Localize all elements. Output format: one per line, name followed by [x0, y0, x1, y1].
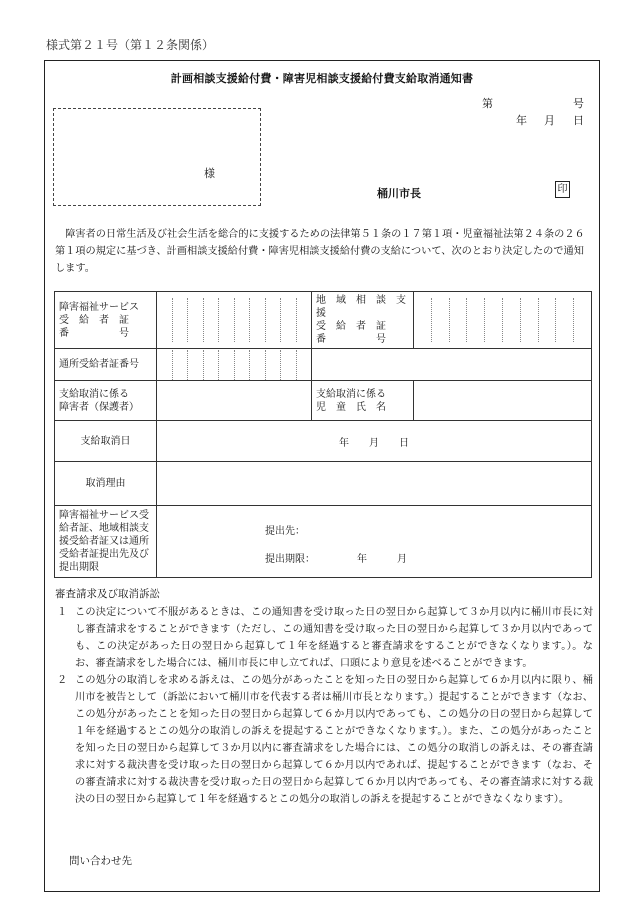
label-line: 受 給 者 証	[316, 321, 386, 332]
appeal-item-number: ２	[57, 675, 68, 686]
label-line: 障害福祉サービス	[59, 301, 139, 313]
label-line: 障害者（保護者）	[59, 401, 139, 413]
appeal-heading: 審査請求及び取消訴訟	[55, 588, 160, 600]
submission-deadline-value: 年 月	[357, 554, 407, 565]
day-service-cert-input[interactable]	[157, 349, 312, 381]
seal-mark: 印	[555, 181, 570, 198]
issuer-mayor: 桶川市長	[377, 187, 421, 200]
cancel-child-name-input[interactable]	[414, 381, 592, 421]
welfare-cert-number-input[interactable]	[157, 292, 312, 349]
appeal-item	[55, 604, 593, 672]
label-line: 番 号	[59, 327, 129, 339]
label-welfare-cert-number	[55, 292, 157, 349]
row-certificate-number	[55, 292, 592, 349]
label-line: 番 号	[316, 334, 386, 345]
label-cancel-disabled-person	[55, 381, 157, 421]
row-cancel-date	[55, 421, 592, 462]
submission-deadline-label: 提出期限：	[265, 554, 315, 565]
community-cert-number-input[interactable]	[414, 292, 592, 349]
appeal-item-text: この処分の取消しを求める訴えは、この処分があったことを知った日の翌日から起算して６か月以内に限り、桶川市を被告として（訴訟において桶川市を代表する者は桶川市長となります。）提起することができます（なお、この処分があったことを知った日の翌日から起算して６か月以内であっても、この処分の日の翌日から起算して１年を経過するとこの処分の取消しの訴えを提起することができなくなります。）。また、この処分があったことを知った日の翌日から起算して３か月以内に審査請求をした場合には、この処分の取消しの訴えは、その審査請求に対する裁決書を受け取った日の翌日から起算して６か月以内であれば、提起することができます（なお、その審査請求に対する裁決書を受け取った日の翌日から起算して６か月以内であっても、その審査請求に対する裁決の日の翌日から起算して１年を経過するとこの処分の取消しの訴えを提起することができなくなります）。	[75, 675, 593, 805]
blank-cell	[312, 349, 592, 381]
form-number-label: 様式第２１号（第１２条関係）	[46, 38, 215, 52]
notice-frame	[44, 60, 600, 892]
date-month: 月	[544, 114, 555, 127]
appeal-item-text: この決定について不服があるときは、この通知書を受け取った日の翌日から起算して３か月以内に桶川市長に対し審査請求をすることができます（ただし、この通知書を受け取った日の翌日から起算して３か月以内であっても、この決定があった日の翌日から起算して１年を経過すると審査請求をすることができなくなります。）。なお、審査請求をした場合には、桶川市長に申し立てれば、口頭により意見を述べることができます。	[75, 607, 593, 669]
date-day: 日	[573, 114, 584, 127]
number-dai: 第	[482, 97, 493, 110]
notice-table	[54, 291, 592, 578]
label-day-service-cert: 通所受給者証番号	[55, 349, 157, 381]
contact-label: 問い合わせ先	[69, 855, 132, 867]
label-cancel-date: 支給取消日	[55, 421, 157, 462]
label-line: 支給取消に係る	[316, 388, 386, 400]
document-title: 計画相談支援給付費・障害児相談支援給付費支給取消通知書	[170, 72, 474, 85]
label-community-cert-number	[312, 292, 414, 349]
cancel-reason-input[interactable]	[157, 462, 592, 506]
date-year: 年	[516, 114, 527, 127]
label-line: 支給取消に係る	[59, 388, 129, 400]
submission-destination-label: 提出先：	[265, 526, 305, 537]
number-go: 号	[573, 97, 584, 110]
recipient-honorific: 様	[204, 167, 215, 180]
cancel-disabled-person-input[interactable]	[157, 381, 312, 421]
recipient-address-box[interactable]	[53, 108, 261, 206]
appeal-item-number: １	[57, 607, 68, 618]
submission-info[interactable]	[157, 506, 592, 578]
intro-paragraph: 障害者の日常生活及び社会生活を総合的に支援するための法律第５１条の１７第１項・児童福祉法第２４条の２６第１項の規定に基づき、計画相談支援給付費・障害児相談支援給付費の支給について、次のとおり決定したので通知します。	[55, 229, 585, 274]
label-line: 地 域 相 談 支 援	[316, 295, 416, 319]
label-submission: 障害福祉サービス受給者証、地域相談支援受給者証又は通所受給者証提出先及び提出期限	[55, 506, 157, 578]
cancel-date-input[interactable]: 年 月 日	[157, 421, 592, 462]
appeal-section	[55, 604, 593, 808]
label-line: 受 給 者 証	[59, 314, 129, 326]
row-submission	[55, 506, 592, 578]
row-day-service-number	[55, 349, 592, 381]
label-cancel-reason: 取消理由	[55, 462, 157, 506]
label-cancel-child-name	[312, 381, 414, 421]
row-cancel-reason	[55, 462, 592, 506]
label-line: 児 童 氏 名	[316, 401, 386, 413]
row-cancel-person	[55, 381, 592, 421]
appeal-item	[55, 672, 593, 808]
